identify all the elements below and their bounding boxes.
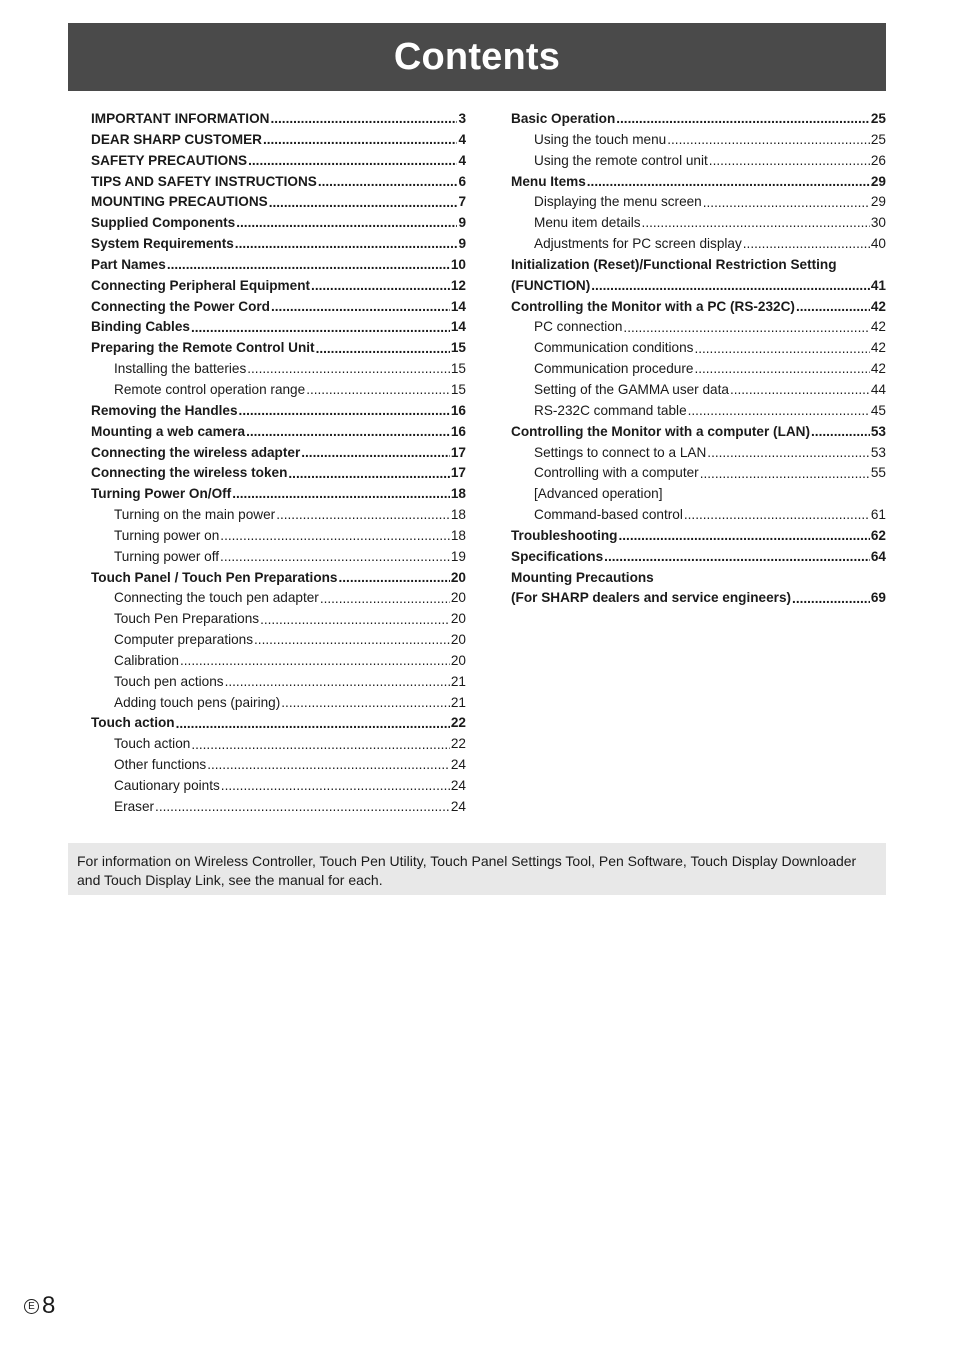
toc-leader-dots	[703, 192, 870, 213]
toc-entry-title: Basic Operation	[511, 111, 616, 126]
toc-entry-title: Turning Power On/Off	[91, 486, 232, 502]
toc-entry-title: Turning power off	[114, 548, 220, 564]
toc-leader-dots	[167, 255, 450, 276]
toc-entry-page: 21	[450, 673, 466, 689]
toc-entry-title: Adjustments for PC screen display	[534, 236, 742, 252]
toc-leader-dots	[587, 172, 870, 193]
toc-entry[interactable]	[91, 338, 466, 359]
toc-entry[interactable]	[91, 463, 466, 484]
toc-entry[interactable]	[91, 734, 466, 755]
toc-entry[interactable]	[91, 484, 466, 505]
toc-entry-page: 16	[450, 402, 466, 418]
toc-leader-dots	[281, 693, 450, 714]
toc-entry[interactable]	[91, 755, 466, 776]
toc-leader-dots	[694, 338, 869, 359]
toc-entry-title: Adding touch pens (pairing)	[114, 694, 281, 710]
toc-entry[interactable]	[511, 234, 886, 255]
toc-entry-page: 42	[870, 319, 886, 335]
toc-entry[interactable]	[91, 505, 466, 526]
toc-entry-title: Settings to connect to a LAN	[534, 444, 707, 460]
toc-entry-page: 24	[450, 757, 466, 773]
toc-entry[interactable]	[511, 505, 886, 526]
toc-entry-title: RS-232C command table	[534, 402, 687, 418]
toc-leader-dots	[623, 317, 869, 338]
toc-entry-title: Setting of the GAMMA user data	[534, 381, 729, 397]
toc-entry-title: MOUNTING PRECAUTIONS	[91, 194, 268, 210]
toc-entry-title: (FUNCTION)	[511, 277, 591, 293]
toc-entry[interactable]	[91, 526, 466, 547]
toc-entry-title: Cautionary points	[114, 778, 220, 793]
toc-leader-dots	[301, 443, 450, 464]
toc-entry-page: 30	[870, 215, 886, 231]
toc-entry-page: 14	[450, 319, 466, 335]
toc-entry-title: Eraser	[114, 798, 155, 814]
toc-leader-dots	[618, 526, 869, 547]
toc-leader-dots	[743, 234, 870, 255]
toc-entry-title: Communication conditions	[534, 340, 694, 356]
toc-leader-dots	[339, 568, 450, 589]
toc-entry[interactable]	[511, 568, 886, 589]
toc-entry[interactable]	[511, 109, 886, 130]
toc-entry-page: 9	[458, 236, 466, 252]
toc-entry[interactable]	[91, 234, 466, 255]
toc-leader-dots	[616, 109, 870, 130]
toc-leader-dots	[225, 672, 450, 693]
toc-entry[interactable]	[511, 192, 886, 213]
toc-entry-page: 9	[458, 215, 466, 231]
toc-leader-dots	[320, 588, 450, 609]
toc-entry[interactable]	[91, 776, 466, 797]
note-text: For information on Wireless Controller, Touch Pen Utility, Touch Panel Settings Tool, Pen Software, Touch Display Downloader and Touch Display Link, see the manual for each.	[77, 853, 857, 888]
toc-leader-dots	[688, 401, 870, 422]
toc-entry-page: 20	[450, 632, 466, 648]
toc-leader-dots	[707, 443, 870, 464]
page-number: 8	[42, 1292, 56, 1319]
toc-leader-dots	[694, 359, 869, 380]
toc-entry-title: Touch Panel / Touch Pen Preparations	[91, 569, 338, 585]
toc-entry-title: Touch action	[91, 715, 175, 731]
toc-entry-title: Mounting Precautions	[511, 569, 654, 585]
page-footer	[24, 1292, 55, 1320]
toc-entry-title: Touch pen actions	[114, 673, 224, 689]
toc-leader-dots	[260, 609, 450, 630]
toc-entry-title: Remote control operation range	[114, 381, 306, 397]
toc-entry-title: SAFETY PRECAUTIONS	[91, 152, 248, 168]
toc-entry[interactable]	[91, 672, 466, 693]
toc-entry[interactable]	[91, 276, 466, 297]
toc-entry[interactable]	[511, 463, 886, 484]
toc-entry-title: Turning power on	[114, 527, 220, 543]
toc-entry-page: 41	[870, 277, 886, 293]
toc-entry-title: Binding Cables	[91, 319, 190, 335]
toc-entry-page: 17	[450, 465, 466, 481]
toc-leader-dots	[318, 172, 458, 193]
toc-entry[interactable]	[91, 172, 466, 193]
toc-leader-dots	[236, 213, 457, 234]
toc-entry[interactable]	[91, 109, 466, 130]
toc-entry[interactable]	[511, 422, 886, 443]
toc-entry-page: 14	[450, 298, 466, 314]
toc-entry-page: 10	[450, 256, 466, 272]
toc-left-column	[91, 109, 466, 818]
toc-entry-page: 24	[450, 798, 466, 814]
toc-entry-title: Controlling the Monitor with a PC (RS-232C)	[511, 298, 795, 314]
toc-leader-dots	[604, 547, 870, 568]
toc-entry-page: 25	[870, 131, 886, 147]
toc-entry-title: Supplied Components	[91, 215, 236, 231]
toc-entry[interactable]	[91, 192, 466, 213]
toc-entry[interactable]	[511, 276, 886, 297]
toc-leader-dots	[642, 213, 870, 234]
toc-entry-title: Other functions	[114, 757, 207, 773]
toc-entry[interactable]	[91, 797, 466, 818]
toc-entry-page: 25	[870, 111, 886, 126]
toc-entry-page: 64	[870, 548, 886, 564]
toc-entry[interactable]	[511, 526, 886, 547]
toc-leader-dots	[730, 380, 870, 401]
toc-entry-page: 12	[450, 277, 466, 293]
toc-leader-dots	[191, 317, 450, 338]
toc-entry-page: 42	[870, 298, 886, 314]
toc-entry-page: 18	[450, 527, 466, 543]
toc-leader-dots	[276, 505, 450, 526]
toc-entry-page: 44	[870, 381, 886, 397]
toc-leader-dots	[700, 463, 870, 484]
toc-entry[interactable]	[91, 713, 466, 734]
toc-entry[interactable]	[91, 359, 466, 380]
toc-entry-title: Command-based control	[534, 507, 683, 523]
toc-leader-dots	[207, 755, 450, 776]
toc-entry[interactable]	[511, 359, 886, 380]
toc-entry[interactable]	[91, 651, 466, 672]
toc-leader-dots	[220, 526, 450, 547]
toc-entry-title: Controlling the Monitor with a computer (LAN)	[511, 423, 811, 439]
toc-entry-page: 19	[450, 548, 466, 564]
toc-entry-page: 17	[450, 444, 466, 460]
toc-entry[interactable]	[91, 255, 466, 276]
toc-entry-title: Menu item details	[534, 215, 641, 231]
toc-entry[interactable]	[91, 401, 466, 422]
toc-entry[interactable]	[511, 255, 886, 276]
toc-entry-title: Specifications	[511, 548, 604, 564]
toc-entry[interactable]	[91, 588, 466, 609]
toc-entry-page: 55	[870, 465, 886, 481]
toc-leader-dots	[220, 547, 450, 568]
toc-entry-title: IMPORTANT INFORMATION	[91, 111, 270, 126]
toc-entry-title: Controlling with a computer	[534, 465, 699, 481]
toc-entry-page: 4	[458, 131, 466, 147]
toc-entry-page: 42	[870, 340, 886, 356]
toc-entry-title: Connecting the Power Cord	[91, 298, 270, 314]
toc-entry[interactable]	[511, 317, 886, 338]
toc-entry-page: 22	[450, 715, 466, 731]
toc-leader-dots	[270, 109, 457, 130]
toc-leader-dots	[792, 588, 870, 609]
toc-entry[interactable]	[511, 401, 886, 422]
toc-leader-dots	[316, 338, 450, 359]
toc-entry-title: Troubleshooting	[511, 527, 618, 543]
toc-leader-dots	[248, 151, 457, 172]
toc-entry-title: DEAR SHARP CUSTOMER	[91, 131, 262, 147]
toc-entry-title: Part Names	[91, 256, 166, 272]
toc-entry-title: Displaying the menu screen	[534, 194, 702, 210]
toc-entry[interactable]	[91, 213, 466, 234]
toc-entry[interactable]	[91, 380, 466, 401]
toc-leader-dots	[811, 422, 870, 443]
toc-leader-dots	[232, 484, 450, 505]
toc-entry-title: Connecting the wireless token	[91, 465, 288, 481]
toc-entry-page: 62	[870, 527, 886, 543]
toc-entry-title: Touch Pen Preparations	[114, 611, 260, 627]
toc-leader-dots	[709, 151, 870, 172]
toc-entry[interactable]	[91, 443, 466, 464]
toc-entry-title: TIPS AND SAFETY INSTRUCTIONS	[91, 173, 317, 189]
toc-entry[interactable]	[91, 568, 466, 589]
toc-entry[interactable]	[91, 130, 466, 151]
toc-entry-page: 26	[870, 152, 886, 168]
toc-entry-title: Communication procedure	[534, 361, 694, 377]
toc-entry-page: 61	[870, 507, 886, 523]
toc-entry[interactable]	[511, 213, 886, 234]
toc-leader-dots	[306, 380, 450, 401]
toc-entry[interactable]	[511, 172, 886, 193]
toc-leader-dots	[235, 234, 458, 255]
toc-entry[interactable]	[91, 630, 466, 651]
toc-entry-title: Menu Items	[511, 173, 586, 189]
toc-leader-dots	[311, 276, 450, 297]
language-mark: E	[24, 1299, 39, 1314]
toc-entry-title: Mounting a web camera	[91, 423, 246, 439]
toc-entry-title: Connecting Peripheral Equipment	[91, 277, 311, 293]
toc-entry-page: 7	[458, 194, 466, 210]
toc-entry-title: System Requirements	[91, 236, 234, 252]
toc-entry-page: 20	[450, 652, 466, 668]
toc-entry-page: 20	[450, 569, 466, 585]
toc-entry[interactable]	[91, 609, 466, 630]
toc-entry[interactable]	[511, 151, 886, 172]
toc-entry-page: 18	[450, 486, 466, 502]
toc-entry-title: Using the remote control unit	[534, 152, 708, 168]
toc-entry-page: 42	[870, 361, 886, 377]
toc-entry-title: Computer preparations	[114, 632, 254, 648]
toc-right-column	[511, 109, 886, 609]
toc-leader-dots	[271, 297, 450, 318]
toc-entry[interactable]	[511, 588, 886, 609]
toc-entry-title: Installing the batteries	[114, 361, 247, 377]
toc-leader-dots	[239, 401, 450, 422]
toc-leader-dots	[254, 630, 450, 651]
toc-leader-dots	[191, 734, 450, 755]
toc-entry-page: 24	[450, 778, 466, 793]
toc-entry-page: 6	[458, 173, 466, 189]
toc-entry[interactable]	[91, 422, 466, 443]
toc-entry-title: Using the touch menu	[534, 131, 667, 147]
toc-entry-page: 15	[450, 381, 466, 397]
toc-entry[interactable]	[91, 693, 466, 714]
toc-entry-page: 21	[450, 694, 466, 710]
toc-entry[interactable]	[511, 547, 886, 568]
manual-reference-note	[68, 843, 886, 895]
toc-leader-dots	[180, 651, 450, 672]
toc-entry[interactable]	[91, 547, 466, 568]
toc-entry-title: Touch action	[114, 736, 191, 752]
toc-entry[interactable]	[91, 151, 466, 172]
toc-leader-dots	[591, 276, 870, 297]
toc-entry-page: 4	[458, 152, 466, 168]
toc-entry-title: Turning on the main power	[114, 507, 276, 523]
toc-entry-page: 53	[870, 423, 886, 439]
toc-entry-title: Calibration	[114, 652, 179, 668]
toc-entry-page: 16	[450, 423, 466, 439]
toc-entry-page: 29	[870, 194, 886, 210]
toc-entry-title: Removing the Handles	[91, 402, 238, 418]
toc-entry[interactable]	[511, 484, 886, 505]
page-title: Contents	[393, 35, 561, 78]
toc-entry-page: 40	[870, 236, 886, 252]
contents-header	[68, 23, 886, 91]
toc-entry-page: 69	[870, 590, 886, 606]
toc-leader-dots	[667, 130, 870, 151]
toc-leader-dots	[796, 297, 870, 318]
toc-leader-dots	[684, 505, 870, 526]
toc-entry-page: 53	[870, 444, 886, 460]
toc-leader-dots	[155, 797, 450, 818]
toc-leader-dots	[263, 130, 457, 151]
toc-entry[interactable]	[91, 297, 466, 318]
toc-entry-page: 3	[458, 111, 466, 126]
toc-entry-page: 20	[450, 611, 466, 627]
toc-entry-page: 45	[870, 402, 886, 418]
toc-entry-page: 20	[450, 590, 466, 606]
toc-entry[interactable]	[511, 338, 886, 359]
toc-entry-page: 18	[450, 507, 466, 523]
toc-entry-title: Connecting the wireless adapter	[91, 444, 301, 460]
toc-entry-title: [Advanced operation]	[534, 486, 663, 502]
toc-leader-dots	[269, 192, 458, 213]
toc-entry-title: Initialization (Reset)/Functional Restriction Setting	[511, 256, 837, 272]
toc-entry-page: 22	[450, 736, 466, 752]
toc-entry[interactable]	[511, 380, 886, 401]
toc-leader-dots	[288, 463, 449, 484]
toc-entry-title: PC connection	[534, 319, 623, 335]
toc-entry-page: 15	[450, 361, 466, 377]
toc-entry[interactable]	[511, 443, 886, 464]
toc-leader-dots	[176, 713, 450, 734]
toc-entry-page: 15	[450, 340, 466, 356]
toc-entry-title: Connecting the touch pen adapter	[114, 590, 319, 606]
toc-entry[interactable]	[91, 317, 466, 338]
toc-entry-title: Preparing the Remote Control Unit	[91, 340, 315, 356]
toc-entry-title: (For SHARP dealers and service engineers)	[511, 590, 792, 606]
toc-entry[interactable]	[511, 130, 886, 151]
toc-entry[interactable]	[511, 297, 886, 318]
toc-entry-page: 29	[870, 173, 886, 189]
toc-leader-dots	[221, 776, 450, 797]
toc-leader-dots	[247, 359, 450, 380]
toc-leader-dots	[246, 422, 450, 443]
